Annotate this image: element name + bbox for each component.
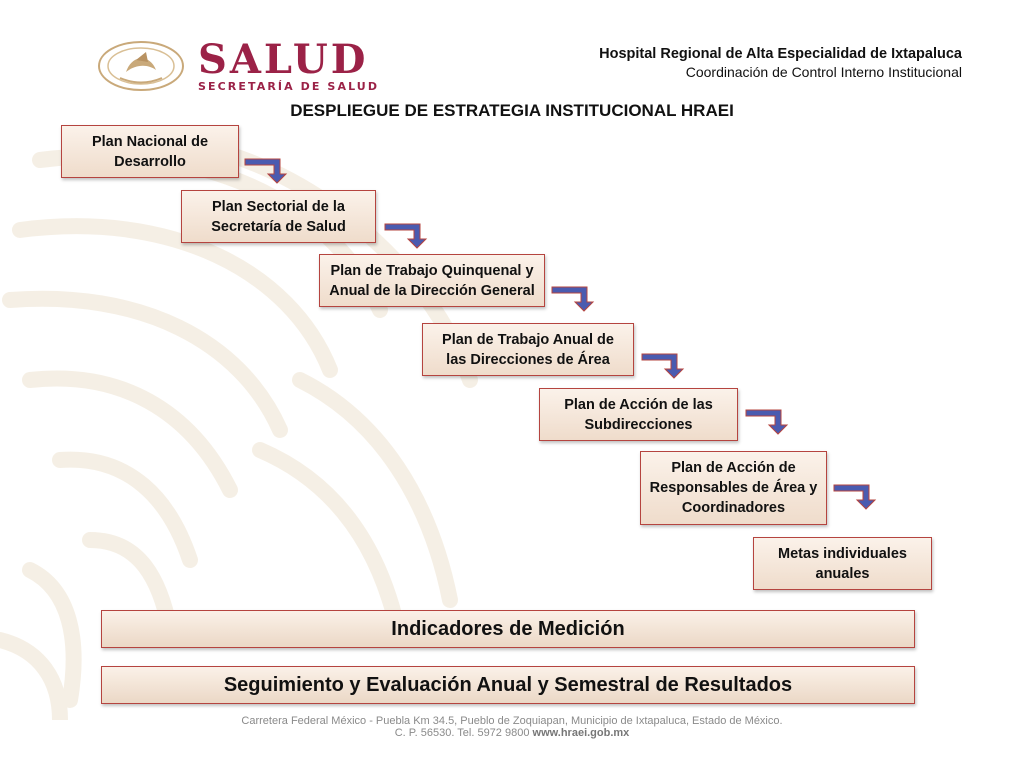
step-text-line: Plan de Trabajo Quinquenal y bbox=[330, 262, 534, 279]
hospital-name: Hospital Regional de Alta Especialidad de Ixtapaluca bbox=[599, 46, 962, 62]
step-text-line: Plan Sectorial de la bbox=[212, 198, 345, 215]
step-plan-direcciones bbox=[422, 323, 634, 376]
page-title: DESPLIEGUE DE ESTRATEGIA INSTITUCIONAL HRAEI bbox=[290, 101, 734, 120]
brand-logo bbox=[198, 36, 380, 93]
indicators-band: Indicadores de Medición bbox=[101, 610, 915, 648]
step-plan-nacional bbox=[61, 125, 239, 178]
elbow-arrow-icon bbox=[244, 156, 292, 184]
step-metas-individuales bbox=[753, 537, 932, 590]
step-text-line: las Direcciones de Área bbox=[446, 351, 610, 368]
step-text-line: Coordinadores bbox=[681, 500, 786, 516]
evaluation-band: Seguimiento y Evaluación Anual y Semestral de Resultados bbox=[101, 666, 915, 704]
step-text-line: Desarrollo bbox=[114, 153, 186, 170]
step-text-line: Secretaría de Salud bbox=[211, 218, 346, 235]
step-text-line: Plan de Trabajo Anual de bbox=[442, 331, 614, 348]
step-text-line: Anual de la Dirección General bbox=[329, 282, 535, 299]
step-plan-subdirecciones bbox=[539, 388, 738, 441]
step-plan-responsables bbox=[640, 451, 827, 525]
footer-postal-phone: C. P. 56530. Tel. 5972 9800 bbox=[394, 727, 533, 739]
step-text-line: Responsables de Área y bbox=[649, 480, 818, 496]
elbow-arrow-icon bbox=[641, 351, 689, 379]
step-text-line: Metas individuales bbox=[778, 545, 907, 562]
elbow-arrow-icon bbox=[384, 221, 432, 249]
brand-subtitle: SECRETARÍA DE SALUD bbox=[198, 80, 380, 93]
footer-website[interactable]: www.hraei.gob.mx bbox=[532, 727, 630, 739]
step-text-line: Plan de Acción de bbox=[671, 460, 796, 476]
department-name: Coordinación de Control Interno Institucional bbox=[685, 64, 962, 80]
footer-address bbox=[0, 715, 1024, 739]
elbow-arrow-icon bbox=[833, 482, 881, 510]
coat-of-arms-seal-icon bbox=[96, 40, 186, 92]
hospital-heading bbox=[599, 45, 962, 81]
elbow-arrow-icon bbox=[551, 284, 599, 312]
step-text-line: Plan Nacional de bbox=[91, 133, 209, 150]
step-text-line: anuales bbox=[815, 565, 870, 582]
elbow-arrow-icon bbox=[745, 407, 793, 435]
step-plan-quinquenal bbox=[319, 254, 545, 307]
footer-line-address: Carretera Federal México - Puebla Km 34.5, Pueblo de Zoquiapan, Municipio de Ixtapaluca, Estado de México. bbox=[241, 715, 783, 727]
footer-line-contact bbox=[0, 727, 1024, 739]
brand-name: SALUD bbox=[198, 36, 369, 83]
step-plan-sectorial bbox=[181, 190, 376, 243]
step-text-line: Subdirecciones bbox=[584, 416, 693, 433]
step-text-line: Plan de Acción de las bbox=[564, 396, 713, 413]
